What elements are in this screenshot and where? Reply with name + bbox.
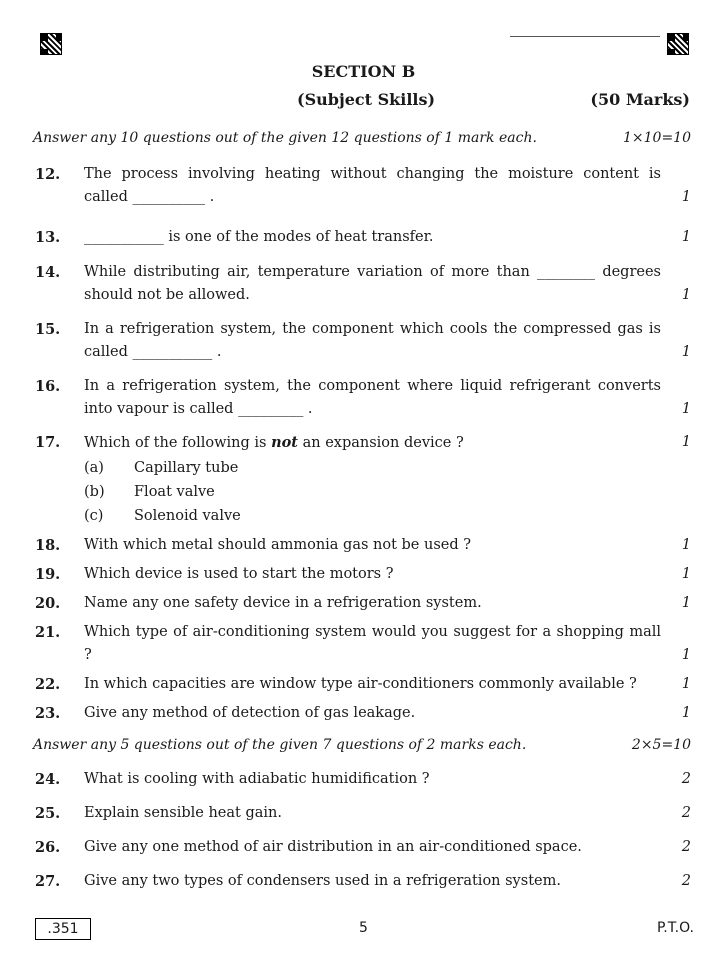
question [33, 702, 691, 725]
question-number: 20. [35, 595, 61, 612]
total-marks: (50 Marks) [590, 90, 690, 109]
question-number: 19. [35, 566, 61, 583]
question [33, 534, 691, 557]
question-text: Name any one safety device in a refrigeration system. [84, 595, 482, 611]
question [33, 836, 691, 859]
question [33, 673, 691, 696]
question-marks: 2 [681, 805, 691, 821]
question-text [84, 431, 661, 455]
question [33, 375, 691, 421]
question-marks: 1 [681, 287, 691, 303]
option-label: (c) [84, 508, 104, 524]
instruction-text: Answer any 10 questions out of the given 12 questions of 1 mark each. [33, 130, 537, 146]
question-text: Explain sensible heat gain. [84, 805, 282, 821]
question-text-part: an expansion device ? [298, 435, 464, 451]
page-number: 5 [359, 920, 368, 936]
question-number: 17. [35, 434, 61, 451]
question-number: 21. [35, 624, 61, 641]
question-number: 16. [35, 378, 61, 395]
question [33, 261, 691, 307]
option-text: Float valve [134, 484, 215, 500]
question-marks: 2 [681, 771, 691, 787]
question [33, 163, 691, 209]
divider [510, 36, 660, 37]
question-marks: 1 [681, 705, 691, 721]
question-marks: 1 [681, 434, 691, 450]
option [84, 505, 661, 529]
question-number: 27. [35, 873, 61, 890]
question [33, 768, 691, 791]
question-text: With which metal should ammonia gas not be used ? [84, 537, 472, 553]
question [33, 226, 691, 249]
emphasis-not: not [271, 434, 298, 451]
question-text: Which type of air-conditioning system would you suggest for a shopping mall ? [84, 624, 661, 663]
question-text: In a refrigeration system, the component where liquid refrigerant converts into vapour is called _________ . [84, 378, 661, 417]
question [33, 621, 691, 667]
instruction [33, 737, 691, 753]
option [84, 481, 661, 505]
option-list [84, 457, 661, 529]
question-number: 13. [35, 229, 61, 246]
question-text: In which capacities are window type air-conditioners commonly available ? [84, 676, 637, 692]
instruction-calc: 2×5=10 [631, 737, 691, 753]
question-number: 15. [35, 321, 61, 338]
question-text: ___________ is one of the modes of heat transfer. [84, 229, 434, 245]
question-number: 22. [35, 676, 61, 693]
option-text: Capillary tube [134, 460, 239, 476]
option-label: (b) [84, 484, 105, 500]
question [33, 563, 691, 586]
question-number: 23. [35, 705, 61, 722]
question-marks: 1 [681, 344, 691, 360]
question-marks: 1 [681, 537, 691, 553]
subject-heading: (Subject Skills) [297, 90, 436, 109]
qr-code-icon [40, 33, 62, 55]
question [33, 431, 691, 529]
question-text: Give any one method of air distribution in an air-conditioned space. [84, 839, 582, 855]
instruction [33, 130, 691, 146]
question-marks: 1 [681, 401, 691, 417]
question-number: 26. [35, 839, 61, 856]
instruction-text: Answer any 5 questions out of the given 7 questions of 2 marks each. [33, 737, 527, 753]
question-text: While distributing air, temperature variation of more than ________ degrees should not be allowed. [84, 264, 661, 303]
question [33, 318, 691, 364]
question-marks: 1 [681, 189, 691, 205]
question-marks: 1 [681, 566, 691, 582]
question-text: What is cooling with adiabatic humidification ? [84, 771, 430, 787]
question-marks: 2 [681, 873, 691, 889]
option [84, 457, 661, 481]
paper-code: .351 [35, 918, 91, 940]
question-text: Give any two types of condensers used in a refrigeration system. [84, 873, 561, 889]
question-text: The process involving heating without changing the moisture content is called __________ . [84, 166, 661, 205]
question-marks: 1 [681, 647, 691, 663]
pto-label: P.T.O. [657, 920, 694, 936]
question-number: 12. [35, 166, 61, 183]
question-number: 25. [35, 805, 61, 822]
question-text: Give any method of detection of gas leakage. [84, 705, 416, 721]
question-text: In a refrigeration system, the component which cools the compressed gas is called ___________ . [84, 321, 661, 360]
question [33, 870, 691, 893]
option-label: (a) [84, 460, 104, 476]
instruction-calc: 1×10=10 [623, 130, 691, 146]
question-marks: 2 [681, 839, 691, 855]
question-marks: 1 [681, 595, 691, 611]
question-marks: 1 [681, 676, 691, 692]
question [33, 592, 691, 615]
section-title: SECTION B [311, 62, 416, 81]
qr-code-icon [667, 33, 689, 55]
question-number: 18. [35, 537, 61, 554]
question-number: 24. [35, 771, 61, 788]
option-text: Solenoid valve [134, 508, 241, 524]
question-text-part: Which of the following is [84, 435, 272, 451]
question-number: 14. [35, 264, 61, 281]
question-marks: 1 [681, 229, 691, 245]
question-text: Which device is used to start the motors ? [84, 566, 394, 582]
question [33, 802, 691, 825]
